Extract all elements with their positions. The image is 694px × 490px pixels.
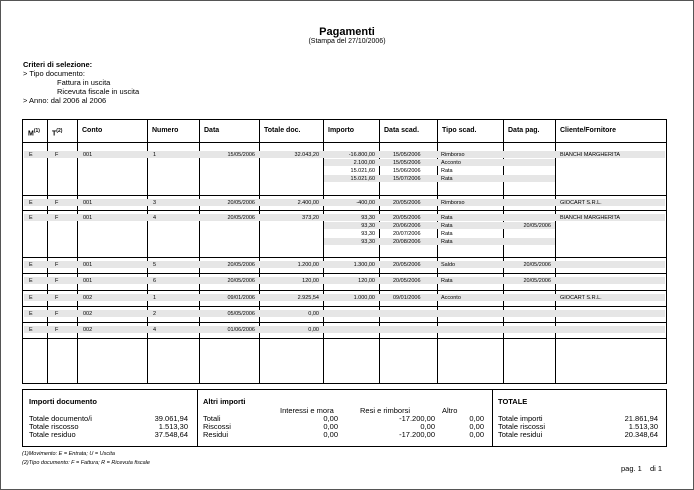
- cell-data r: 09/01/2006: [227, 295, 255, 301]
- header-label: Data pag.: [508, 127, 540, 134]
- cell-movimento: E: [29, 278, 33, 284]
- cell-importo: 93,30: [361, 239, 375, 245]
- cell-data-scad: 20/05/2006: [393, 262, 421, 268]
- cell-totale r: 0,00: [308, 311, 319, 317]
- footnote-tipo-documento: (2)Tipo documento: F = Fattura; R = Ricevuta fiscale: [22, 460, 150, 466]
- cell-cliente: GIOCART S.R.L.: [560, 295, 602, 301]
- summary-interessi-value: 0,00: [323, 430, 338, 439]
- row-divider: [23, 210, 666, 211]
- row-shade: [24, 310, 665, 317]
- footnote-movimento: (1)Movimento: E = Entrata; U = Uscita: [22, 451, 115, 457]
- summary-doc-label: Totale documento/i: [29, 414, 92, 423]
- criteria-heading: Criteri di selezione:: [23, 60, 93, 69]
- cell-conto: 001: [83, 278, 93, 284]
- row-divider: [23, 338, 666, 339]
- summary-doc-value: 39.061,94: [154, 414, 188, 423]
- header-tipo: [52, 120, 62, 142]
- cell-data r: 01/06/2006: [227, 327, 255, 333]
- cell-data r: 20/05/2006: [227, 215, 255, 221]
- summary-box: [22, 389, 667, 447]
- summary-col-header: Interessi e mora: [280, 406, 334, 415]
- row-divider: [23, 306, 666, 307]
- cell-data r: 20/05/2006: [227, 200, 255, 206]
- cell-tipo: F: [55, 327, 59, 333]
- cell-tipo-scad: Rata: [441, 231, 453, 237]
- cell-tipo: F: [55, 200, 59, 206]
- cell-conto: 001: [83, 200, 93, 206]
- cell-tipo-scad: Acconto: [441, 295, 461, 301]
- cell-movimento: E: [29, 295, 33, 301]
- cell-data-pag: 20/05/2006: [523, 262, 551, 268]
- cell-importo: 93,30: [361, 223, 375, 229]
- cell-tipo-scad: Rata: [441, 223, 453, 229]
- summary-altro-value: 0,00: [469, 430, 484, 439]
- header-data-pag: [508, 120, 540, 142]
- summary-totale-label: Totale importi: [498, 414, 543, 423]
- header-label: Cliente/Fornitore: [560, 127, 617, 134]
- cell-importo: 1.000,00: [353, 295, 375, 301]
- row-divider: [23, 257, 666, 258]
- cell-conto: 002: [83, 295, 93, 301]
- cell-numero: 4: [153, 215, 157, 221]
- cell-movimento: E: [29, 215, 33, 221]
- cell-totale r: 2.400,00: [297, 200, 319, 206]
- page-count: di 1: [650, 464, 663, 473]
- summary-resi-value: -17.200,00: [399, 414, 435, 423]
- cell-tipo-scad: Rimborso: [441, 200, 465, 206]
- header-label: M: [28, 130, 34, 138]
- sub-row-shade: [324, 222, 555, 229]
- header-footnote-ref: (2): [56, 128, 63, 134]
- cell-cliente: GIOCART S.R.L.: [560, 200, 602, 206]
- cell-data-scad: 20/06/2006: [393, 223, 421, 229]
- cell-importo: 93,30: [361, 215, 375, 221]
- selection-criteria: [23, 60, 139, 105]
- cell-numero: 1: [153, 295, 157, 301]
- cell-data r: 05/05/2006: [227, 311, 255, 317]
- doc-type-item: Fattura in uscita: [57, 78, 111, 87]
- cell-data r: 15/05/2006: [227, 152, 255, 158]
- row-divider: [23, 290, 666, 291]
- summary-resi-value: -17.200,00: [399, 430, 435, 439]
- row-divider: [23, 322, 666, 323]
- doc-type-label: > Tipo documento:: [23, 69, 85, 78]
- report-title: Pagamenti: [319, 26, 375, 38]
- column-divider: [147, 120, 148, 383]
- cell-importo: 93,30: [361, 231, 375, 237]
- cell-importo: -400,00: [356, 200, 375, 206]
- summary-totale-value: 1.513,30: [628, 422, 658, 431]
- column-divider: [77, 120, 78, 383]
- summary-altri-label: Riscossi: [203, 422, 231, 431]
- cell-totale r: 32.043,20: [294, 152, 319, 158]
- cell-data-scad: 20/05/2006: [393, 200, 421, 206]
- cell-data-scad: 15/05/2006: [393, 160, 421, 166]
- header-conto: [82, 120, 102, 142]
- cell-data-pag: 20/05/2006: [523, 223, 551, 229]
- cell-totale r: 0,00: [308, 327, 319, 333]
- cell-cliente: BIANCHI MARGHERITA: [560, 152, 621, 158]
- summary-totale-label: Totale residui: [498, 430, 543, 439]
- cell-movimento: E: [29, 311, 33, 317]
- cell-tipo: F: [55, 295, 59, 301]
- header-importo: [328, 120, 354, 142]
- cell-tipo-scad: Rata: [441, 278, 453, 284]
- summary-altri-label: Totali: [203, 414, 221, 423]
- cell-numero: 5: [153, 262, 157, 268]
- row-shade: [24, 277, 665, 284]
- header-cliente: [560, 120, 616, 142]
- cell-numero: 1: [153, 152, 157, 158]
- column-divider: [259, 120, 260, 383]
- summary-doc-label: Totale riscosso: [29, 422, 79, 431]
- cell-totale r: 1.200,00: [297, 262, 319, 268]
- summary-altri-title: Altri importi: [203, 397, 246, 406]
- cell-totale r: 2.925,54: [297, 295, 319, 301]
- column-divider: [555, 120, 556, 383]
- header-label: Numero: [152, 127, 179, 134]
- cell-tipo-scad: Rata: [441, 215, 453, 221]
- summary-divider: [197, 390, 198, 446]
- cell-importo: -16.800,00: [348, 152, 375, 158]
- cell-data-scad: 20/05/2006: [393, 278, 421, 284]
- column-divider: [47, 120, 48, 383]
- cell-movimento: E: [29, 152, 33, 158]
- cell-tipo: F: [55, 278, 59, 284]
- summary-altri-label: Residui: [203, 430, 229, 439]
- summary-totale-title: TOTALE: [498, 397, 528, 406]
- cell-data r: 20/05/2006: [227, 262, 255, 268]
- summary-doc-value: 37.548,64: [154, 430, 188, 439]
- summary-col-header: Altro: [442, 406, 458, 415]
- row-shade: [24, 326, 665, 333]
- cell-data-scad: 20/08/2006: [393, 239, 421, 245]
- cell-totale r: 120,00: [302, 278, 319, 284]
- header-movimento: [28, 120, 40, 142]
- cell-data-scad: 15/05/2006: [393, 152, 421, 158]
- page-number: pag. 1: [621, 464, 642, 473]
- cell-movimento: E: [29, 262, 33, 268]
- cell-conto: 002: [83, 327, 93, 333]
- cell-tipo-scad: Saldo: [441, 262, 456, 268]
- cell-totale r: 373,20: [302, 215, 319, 221]
- summary-interessi-value: 0,00: [323, 414, 338, 423]
- cell-tipo: F: [55, 262, 59, 268]
- header-totale-doc: [264, 120, 300, 142]
- cell-conto: 001: [83, 262, 93, 268]
- header-label: Tipo scad.: [442, 127, 477, 134]
- cell-tipo-scad: Rimborso: [441, 152, 465, 158]
- cell-numero: 6: [153, 278, 157, 284]
- cell-tipo-scad: Rata: [441, 176, 453, 182]
- cell-conto: 001: [83, 152, 93, 158]
- cell-importo: 2.100,00: [353, 160, 375, 166]
- cell-tipo-scad: Rata: [441, 168, 453, 174]
- cell-numero: 2: [153, 311, 157, 317]
- summary-altro-value: 0,00: [469, 422, 484, 431]
- header-tipo-scad: [442, 120, 477, 142]
- cell-tipo: F: [55, 152, 59, 158]
- header-data: [204, 120, 219, 142]
- row-divider: [23, 142, 666, 143]
- summary-altro-value: 0,00: [469, 414, 484, 423]
- year-range: > Anno: dal 2006 al 2006: [23, 96, 107, 105]
- cell-data-scad: 09/01/2006: [393, 295, 421, 301]
- cell-data-scad: 15/06/2006: [393, 168, 421, 174]
- column-divider: [199, 120, 200, 383]
- summary-resi-value: 0,00: [420, 422, 435, 431]
- cell-data-scad: 20/05/2006: [393, 215, 421, 221]
- cell-data-pag: 20/05/2006: [523, 278, 551, 284]
- header-footnote-ref: (1): [33, 128, 40, 134]
- header-label: Data: [204, 127, 220, 134]
- summary-totale-value: 20.348,64: [624, 430, 658, 439]
- cell-tipo-scad: Rata: [441, 239, 453, 245]
- summary-doc-label: Totale residuo: [29, 430, 76, 439]
- summary-col-header: Resi e rimborsi: [360, 406, 411, 415]
- row-shade: [24, 261, 665, 268]
- cell-data-scad: 15/07/2006: [393, 176, 421, 182]
- header-numero: [152, 120, 178, 142]
- sub-row-shade: [324, 238, 555, 245]
- cell-data r: 20/05/2006: [227, 278, 255, 284]
- doc-type-item: Ricevuta fiscale in uscita: [57, 87, 140, 96]
- summary-doc-value: 1.513,30: [158, 422, 188, 431]
- row-divider: [23, 273, 666, 274]
- header-data-scad: [384, 120, 419, 142]
- cell-importo: 120,00: [358, 278, 375, 284]
- cell-numero: 4: [153, 327, 157, 333]
- row-divider: [23, 195, 666, 196]
- cell-movimento: E: [29, 327, 33, 333]
- header-label: Data scad.: [384, 127, 420, 134]
- header-label: Importo: [328, 127, 355, 134]
- cell-importo: 15.021,60: [350, 168, 375, 174]
- header-label: Totale doc.: [264, 127, 301, 134]
- cell-tipo: F: [55, 311, 59, 317]
- payments-table: [22, 119, 667, 384]
- cell-importo: 15.021,60: [350, 176, 375, 182]
- report-subtitle: (Stampa del 27/10/2006): [308, 38, 386, 45]
- header-label: T: [52, 130, 57, 138]
- summary-totale-label: Totale riscossi: [498, 422, 546, 431]
- cell-tipo: F: [55, 215, 59, 221]
- cell-importo: 1.300,00: [353, 262, 375, 268]
- cell-conto: 002: [83, 311, 93, 317]
- cell-data-scad: 20/07/2006: [393, 231, 421, 237]
- summary-doc-title: Importi documento: [29, 397, 97, 406]
- cell-tipo-scad: Acconto: [441, 160, 461, 166]
- cell-movimento: E: [29, 200, 33, 206]
- summary-totale-value: 21.861,94: [624, 414, 658, 423]
- summary-divider: [492, 390, 493, 446]
- header-label: Conto: [82, 127, 103, 134]
- cell-cliente: BIANCHI MARGHERITA: [560, 215, 621, 221]
- summary-interessi-value: 0,00: [323, 422, 338, 431]
- cell-numero: 3: [153, 200, 157, 206]
- cell-conto: 001: [83, 215, 93, 221]
